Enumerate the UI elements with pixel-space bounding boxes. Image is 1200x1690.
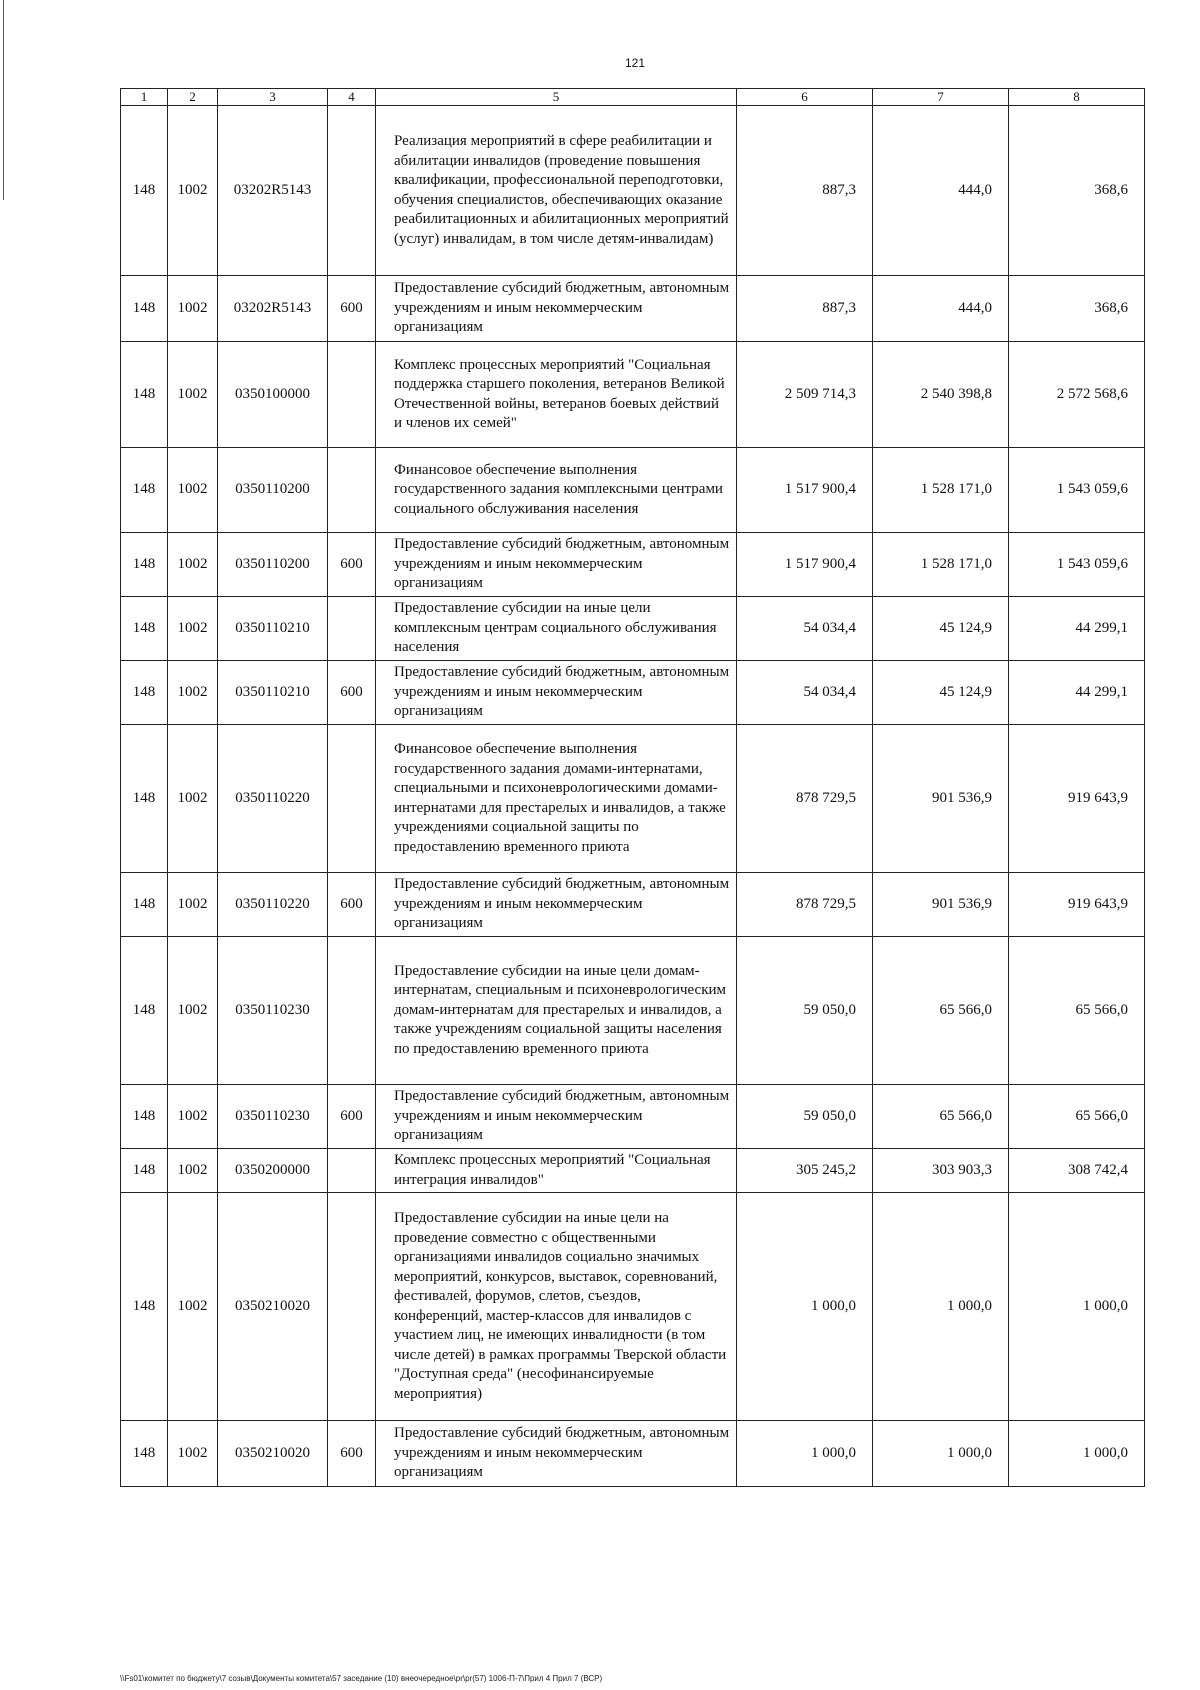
cell-section-code: 1002 [168,1421,218,1487]
cell-admin-code: 148 [121,448,168,533]
cell-amount-col8: 368,6 [1009,106,1145,276]
cell-amount-col6: 1 000,0 [737,1421,873,1487]
cell-section-code: 1002 [168,725,218,873]
cell-admin-code: 148 [121,1193,168,1421]
cell-amount-col8: 1 543 059,6 [1009,533,1145,597]
cell-amount-col6: 1 517 900,4 [737,533,873,597]
table-row [121,1421,1145,1487]
col-header-5: 5 [376,89,737,106]
cell-admin-code: 148 [121,725,168,873]
col-header-4: 4 [328,89,376,106]
cell-section-code: 1002 [168,533,218,597]
cell-amount-col7: 901 536,9 [873,725,1009,873]
cell-section-code: 1002 [168,597,218,661]
cell-expense-type: 600 [328,1085,376,1149]
cell-admin-code: 148 [121,597,168,661]
col-header-6: 6 [737,89,873,106]
cell-expense-type [328,342,376,448]
table-row [121,448,1145,533]
cell-amount-col7: 1 528 171,0 [873,448,1009,533]
table-row [121,661,1145,725]
cell-amount-col8: 2 572 568,6 [1009,342,1145,448]
cell-amount-col8: 44 299,1 [1009,661,1145,725]
table-row [121,276,1145,342]
cell-amount-col8: 919 643,9 [1009,725,1145,873]
table-row [121,1085,1145,1149]
table-row [121,873,1145,937]
cell-section-code: 1002 [168,448,218,533]
cell-amount-col6: 1 517 900,4 [737,448,873,533]
cell-description: Предоставление субсидий бюджетным, автономным учреждениям и иным некоммерческим организациям [376,1085,737,1149]
cell-amount-col7: 65 566,0 [873,1085,1009,1149]
cell-amount-col6: 878 729,5 [737,873,873,937]
cell-target-article: 0350110230 [218,937,328,1085]
cell-description: Финансовое обеспечение выполнения государственного задания домами-интернатами, специальными и психоневрологическими домами-интернатами для престарелых и инвалидов, а также учреждениями социальной защиты по предоставлению временного приюта [376,725,737,873]
table-row [121,725,1145,873]
cell-amount-col7: 901 536,9 [873,873,1009,937]
cell-description: Предоставление субсидий бюджетным, автономным учреждениям и иным некоммерческим организациям [376,873,737,937]
cell-expense-type [328,597,376,661]
cell-target-article: 0350110220 [218,873,328,937]
column-number-row [121,89,1145,106]
cell-amount-col7: 2 540 398,8 [873,342,1009,448]
col-header-2: 2 [168,89,218,106]
cell-amount-col7: 1 000,0 [873,1421,1009,1487]
scan-margin-line [3,0,4,200]
cell-section-code: 1002 [168,661,218,725]
cell-target-article: 0350110230 [218,1085,328,1149]
cell-amount-col8: 308 742,4 [1009,1149,1145,1193]
footer-file-path: \\Fs01\комитет по бюджету\7 созыв\Документы комитета\57 заседание (10) внеочередное\pr\pr(57) 1006-П-7\Прил 4 Прил 7 (ВСР) [120,1674,603,1683]
cell-amount-col7: 303 903,3 [873,1149,1009,1193]
cell-target-article: 0350210020 [218,1421,328,1487]
cell-admin-code: 148 [121,106,168,276]
cell-section-code: 1002 [168,276,218,342]
cell-admin-code: 148 [121,342,168,448]
table-row [121,1193,1145,1421]
cell-section-code: 1002 [168,937,218,1085]
cell-amount-col6: 2 509 714,3 [737,342,873,448]
cell-amount-col6: 54 034,4 [737,597,873,661]
cell-target-article: 0350100000 [218,342,328,448]
cell-amount-col7: 45 124,9 [873,597,1009,661]
page-number: 121 [624,56,646,70]
table-row [121,533,1145,597]
cell-section-code: 1002 [168,1149,218,1193]
cell-target-article: 0350110210 [218,597,328,661]
cell-amount-col7: 444,0 [873,106,1009,276]
cell-amount-col6: 878 729,5 [737,725,873,873]
cell-amount-col8: 1 000,0 [1009,1193,1145,1421]
cell-admin-code: 148 [121,276,168,342]
cell-target-article: 0350110220 [218,725,328,873]
cell-section-code: 1002 [168,873,218,937]
cell-amount-col8: 1 000,0 [1009,1421,1145,1487]
cell-expense-type [328,106,376,276]
cell-section-code: 1002 [168,342,218,448]
cell-expense-type: 600 [328,873,376,937]
cell-expense-type [328,725,376,873]
cell-amount-col7: 1 000,0 [873,1193,1009,1421]
table-row [121,342,1145,448]
cell-description: Предоставление субсидий бюджетным, автономным учреждениям и иным некоммерческим организациям [376,661,737,725]
cell-description: Предоставление субсидий бюджетным, автономным учреждениям и иным некоммерческим организациям [376,533,737,597]
cell-amount-col7: 65 566,0 [873,937,1009,1085]
cell-admin-code: 148 [121,1085,168,1149]
table-row [121,106,1145,276]
cell-amount-col8: 368,6 [1009,276,1145,342]
col-header-3: 3 [218,89,328,106]
table-row [121,597,1145,661]
col-header-7: 7 [873,89,1009,106]
cell-expense-type: 600 [328,1421,376,1487]
cell-admin-code: 148 [121,873,168,937]
budget-table [120,88,1145,1487]
cell-description: Предоставление субсидии на иные цели домам-интернатам, специальным и психоневрологическим домам-интернатам для престарелых и инвалидов, а также учреждениям социальной защиты населения по предоставлению временного приюта [376,937,737,1085]
cell-description: Предоставление субсидии на иные цели на проведение совместно с общественными организациями инвалидов социально значимых мероприятий, конкурсов, выставок, соревнований, фестивалей, форумов, слетов, съездов, конференций, мастер-классов для инвалидов с участием лиц, не имеющих инвалидности (в том числе детей) в рамках программы Тверской области "Доступная среда" (несофинансируемые мероприятия) [376,1193,737,1421]
cell-description: Реализация мероприятий в сфере реабилитации и абилитации инвалидов (проведение повышения квалификации, профессиональной переподготовки, обучения специалистов, обеспечивающих оказание реабилитационных и абилитационных мероприятий (услуг) инвалидам, в том числе детям-инвалидам) [376,106,737,276]
col-header-1: 1 [121,89,168,106]
cell-section-code: 1002 [168,106,218,276]
col-header-8: 8 [1009,89,1145,106]
cell-expense-type [328,448,376,533]
cell-amount-col8: 44 299,1 [1009,597,1145,661]
budget-table-container [120,88,1144,1487]
cell-expense-type [328,1149,376,1193]
cell-target-article: 0350210020 [218,1193,328,1421]
cell-target-article: 0350110210 [218,661,328,725]
cell-expense-type [328,1193,376,1421]
table-row [121,937,1145,1085]
cell-amount-col7: 45 124,9 [873,661,1009,725]
cell-admin-code: 148 [121,1149,168,1193]
cell-target-article: 0350110200 [218,533,328,597]
cell-description: Предоставление субсидий бюджетным, автономным учреждениям и иным некоммерческим организациям [376,1421,737,1487]
cell-admin-code: 148 [121,661,168,725]
cell-amount-col8: 65 566,0 [1009,937,1145,1085]
cell-expense-type: 600 [328,661,376,725]
cell-amount-col8: 65 566,0 [1009,1085,1145,1149]
cell-target-article: 0350200000 [218,1149,328,1193]
cell-amount-col7: 444,0 [873,276,1009,342]
cell-admin-code: 148 [121,1421,168,1487]
cell-description: Предоставление субсидии на иные цели комплексным центрам социального обслуживания населения [376,597,737,661]
cell-expense-type: 600 [328,533,376,597]
cell-amount-col8: 1 543 059,6 [1009,448,1145,533]
cell-amount-col6: 887,3 [737,106,873,276]
cell-amount-col6: 59 050,0 [737,1085,873,1149]
cell-amount-col6: 1 000,0 [737,1193,873,1421]
cell-target-article: 03202R5143 [218,106,328,276]
cell-expense-type [328,937,376,1085]
cell-section-code: 1002 [168,1193,218,1421]
cell-expense-type: 600 [328,276,376,342]
cell-amount-col6: 887,3 [737,276,873,342]
cell-target-article: 0350110200 [218,448,328,533]
cell-amount-col6: 54 034,4 [737,661,873,725]
cell-description: Комплекс процессных мероприятий "Социальная интеграция инвалидов" [376,1149,737,1193]
cell-description: Комплекс процессных мероприятий "Социальная поддержка старшего поколения, ветеранов Великой Отечественной войны, ветеранов боевых действий и членов их семей" [376,342,737,448]
cell-admin-code: 148 [121,533,168,597]
cell-amount-col6: 305 245,2 [737,1149,873,1193]
cell-amount-col8: 919 643,9 [1009,873,1145,937]
cell-amount-col6: 59 050,0 [737,937,873,1085]
cell-amount-col7: 1 528 171,0 [873,533,1009,597]
cell-description: Финансовое обеспечение выполнения государственного задания комплексными центрами социального обслуживания населения [376,448,737,533]
cell-description: Предоставление субсидий бюджетным, автономным учреждениям и иным некоммерческим организациям [376,276,737,342]
table-row [121,1149,1145,1193]
cell-admin-code: 148 [121,937,168,1085]
cell-section-code: 1002 [168,1085,218,1149]
cell-target-article: 03202R5143 [218,276,328,342]
